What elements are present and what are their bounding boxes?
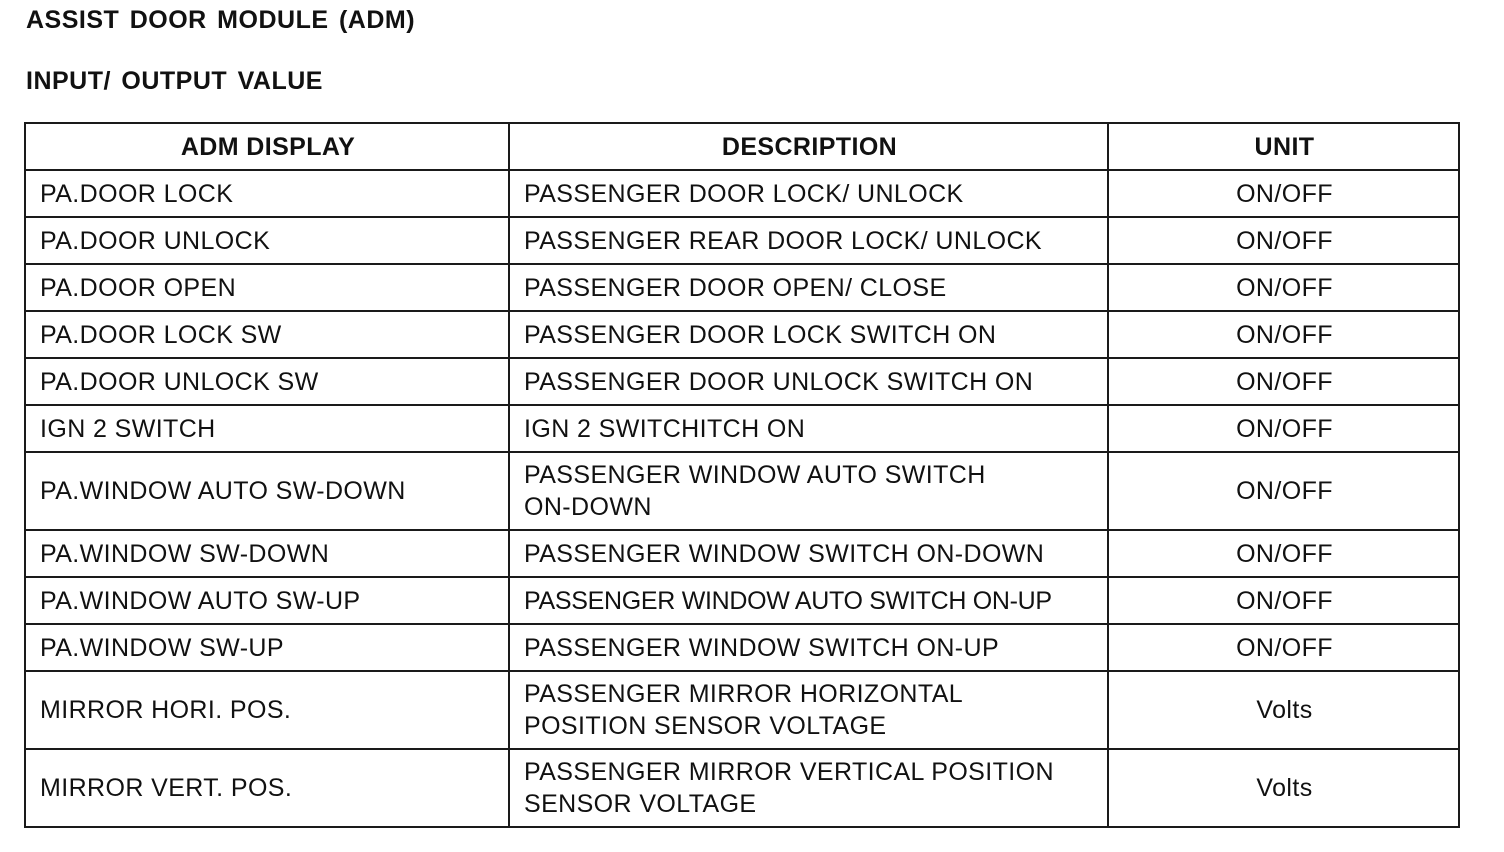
table-row: [25, 452, 1459, 530]
table-row: [25, 624, 1459, 671]
unit-cell: ON/OFF: [1108, 452, 1459, 530]
adm-display-cell: PA.WINDOW AUTO SW-UP: [25, 577, 509, 624]
description-cell: PASSENGER DOOR OPEN/ CLOSE: [509, 264, 1108, 311]
table-row: [25, 170, 1459, 217]
table-row: [25, 358, 1459, 405]
adm-display-cell: PA.WINDOW SW-DOWN: [25, 530, 509, 577]
table-row: [25, 671, 1459, 749]
description-cell: PASSENGER DOOR LOCK SWITCH ON: [509, 311, 1108, 358]
adm-display-cell: PA.DOOR LOCK: [25, 170, 509, 217]
table-row: [25, 217, 1459, 264]
unit-cell: ON/OFF: [1108, 311, 1459, 358]
description-cell: IGN 2 SWITCHITCH ON: [509, 405, 1108, 452]
description-cell: PASSENGER DOOR UNLOCK SWITCH ON: [509, 358, 1108, 405]
unit-cell: ON/OFF: [1108, 358, 1459, 405]
description-cell: PASSENGER REAR DOOR LOCK/ UNLOCK: [509, 217, 1108, 264]
unit-cell: Volts: [1108, 749, 1459, 827]
header-description: DESCRIPTION: [509, 123, 1108, 170]
adm-display-cell: MIRROR VERT. POS.: [25, 749, 509, 827]
adm-display-cell: PA.WINDOW SW-UP: [25, 624, 509, 671]
description-cell: PASSENGER DOOR LOCK/ UNLOCK: [509, 170, 1108, 217]
description-cell: PASSENGER WINDOW SWITCH ON-UP: [509, 624, 1108, 671]
description-line-2: POSITION SENSOR VOLTAGE: [524, 712, 887, 740]
table-row: [25, 405, 1459, 452]
description-line-2: ON-DOWN: [524, 493, 652, 521]
unit-cell: ON/OFF: [1108, 405, 1459, 452]
unit-cell: ON/OFF: [1108, 217, 1459, 264]
header-unit: UNIT: [1108, 123, 1459, 170]
description-cell: [509, 452, 1108, 530]
description-cell: PASSENGER WINDOW SWITCH ON-DOWN: [509, 530, 1108, 577]
unit-cell: ON/OFF: [1108, 264, 1459, 311]
table-row: [25, 577, 1459, 624]
description-line-1: PASSENGER MIRROR VERTICAL POSITION: [524, 758, 1054, 786]
unit-cell: ON/OFF: [1108, 530, 1459, 577]
table-row: [25, 311, 1459, 358]
table-row: [25, 749, 1459, 827]
section-subtitle: INPUT/ OUTPUT VALUE: [26, 67, 323, 95]
unit-cell: Volts: [1108, 671, 1459, 749]
description-cell: PASSENGER WINDOW AUTO SWITCH ON-UP: [509, 577, 1108, 624]
adm-display-cell: PA.DOOR OPEN: [25, 264, 509, 311]
header-adm-display: ADM DISPLAY: [25, 123, 509, 170]
document-title: ASSIST DOOR MODULE (ADM): [26, 6, 416, 34]
unit-cell: ON/OFF: [1108, 170, 1459, 217]
adm-display-cell: PA.DOOR UNLOCK: [25, 217, 509, 264]
adm-display-cell: IGN 2 SWITCH: [25, 405, 509, 452]
adm-display-cell: PA.DOOR LOCK SW: [25, 311, 509, 358]
adm-display-cell: MIRROR HORI. POS.: [25, 671, 509, 749]
description-line-1: PASSENGER WINDOW AUTO SWITCH: [524, 461, 986, 489]
description-cell: [509, 671, 1108, 749]
unit-cell: ON/OFF: [1108, 577, 1459, 624]
unit-cell: ON/OFF: [1108, 624, 1459, 671]
description-cell: [509, 749, 1108, 827]
adm-display-cell: PA.DOOR UNLOCK SW: [25, 358, 509, 405]
description-line-1: PASSENGER MIRROR HORIZONTAL: [524, 680, 964, 708]
table-header-row: [25, 123, 1459, 170]
io-value-table: [24, 122, 1460, 828]
table-row: [25, 530, 1459, 577]
description-line-2: SENSOR VOLTAGE: [524, 790, 757, 818]
table-row: [25, 264, 1459, 311]
adm-display-cell: PA.WINDOW AUTO SW-DOWN: [25, 452, 509, 530]
